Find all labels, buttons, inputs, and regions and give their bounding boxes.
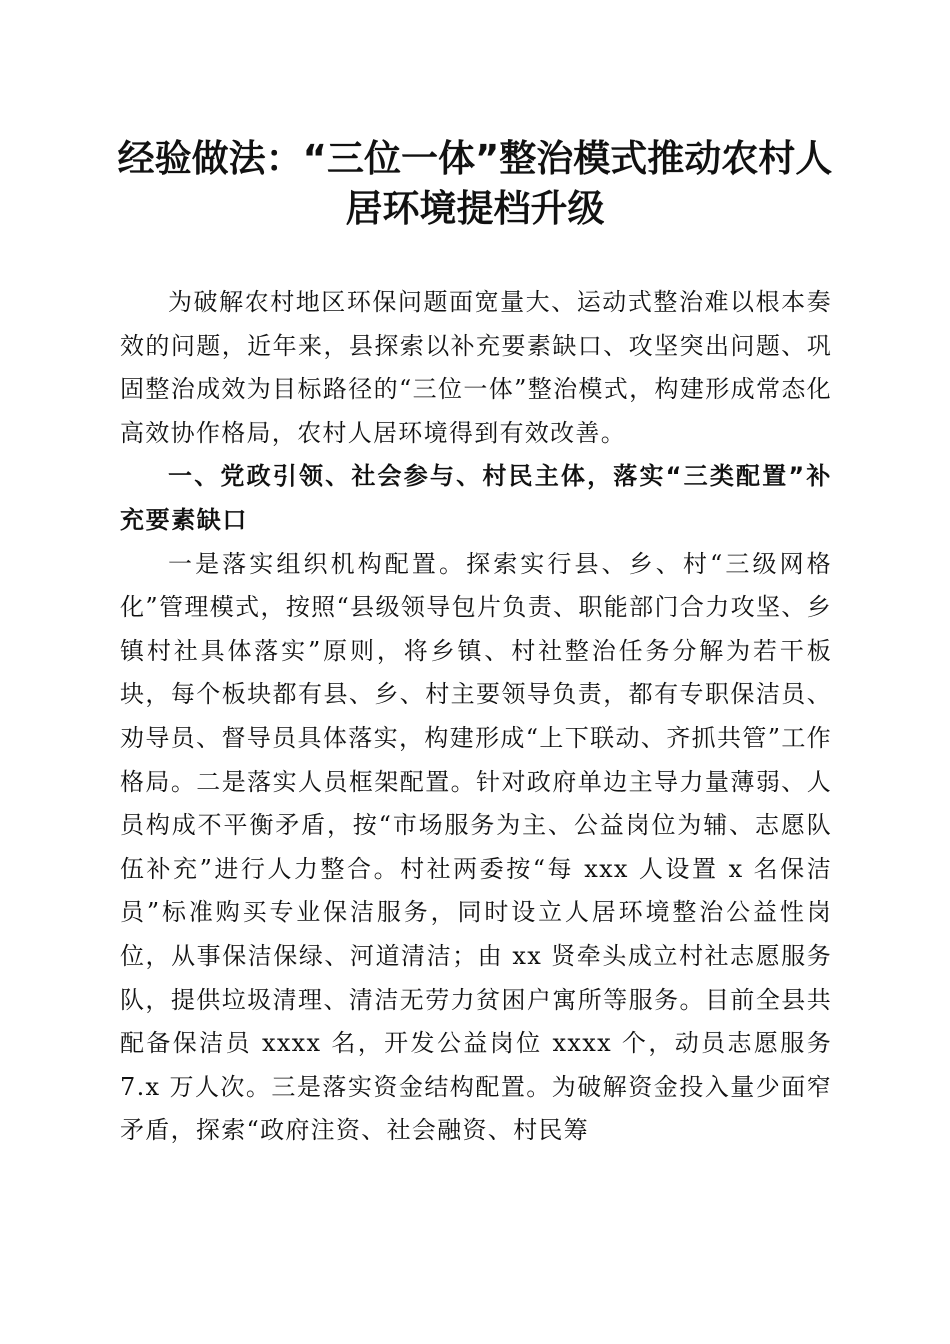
section-1-paragraph: 一是落实组织机构配置。探索实行县、乡、村“三级网格化”管理模式，按照“县级领导包片负责、职能部门合力攻坚、乡镇村社具体落实”原则，将乡镇、村社整治任务分解为若干板块，每个板块都有县、乡、村主要领导负责，都有专职保洁员、劝导员、督导员具体落实，构建形成“上下联动、齐抓共管”工作格局。二是落实人员框架配置。针对政府单边主导力量薄弱、人员构成不平衡矛盾，按“市场服务为主、公益岗位为辅、志愿队伍补充”进行人力整合。村社两委按“每 xxx 人设置 x 名保洁员”标准购买专业保洁服务，同时设立人居环境整治公益性岗位，从事保洁保绿、河道清洁；由 xx 贤牵头成立村社志愿服务队，提供垃圾清理、清洁无劳力贫困户寓所等服务。目前全县共配备保洁员 xxxx 名，开发公益岗位 xxxx 个，动员志愿服务 7.x 万人次。三是落实资金结构配置。为破解资金投入量少面窄矛盾，探索“政府注资、社会融资、村民筹 xyxy=(120,549,832,1145)
document-title: 经验做法：“三位一体”整治模式推动农村人居环境提档升级 xyxy=(117,137,833,230)
intro-paragraph: 为破解农村地区环保问题面宽量大、运动式整治难以根本奏效的问题，近年来，县探索以补充要素缺口、攻坚突出问题、巩固整治成效为目标路径的“三位一体”整治模式，构建形成常态化高效协作格局，农村人居环境得到有效改善。 xyxy=(120,288,832,447)
section-1-heading: 一、党政引领、社会参与、村民主体，落实“三类配置”补充要素缺口 xyxy=(120,462,832,534)
document-body xyxy=(120,281,832,1153)
